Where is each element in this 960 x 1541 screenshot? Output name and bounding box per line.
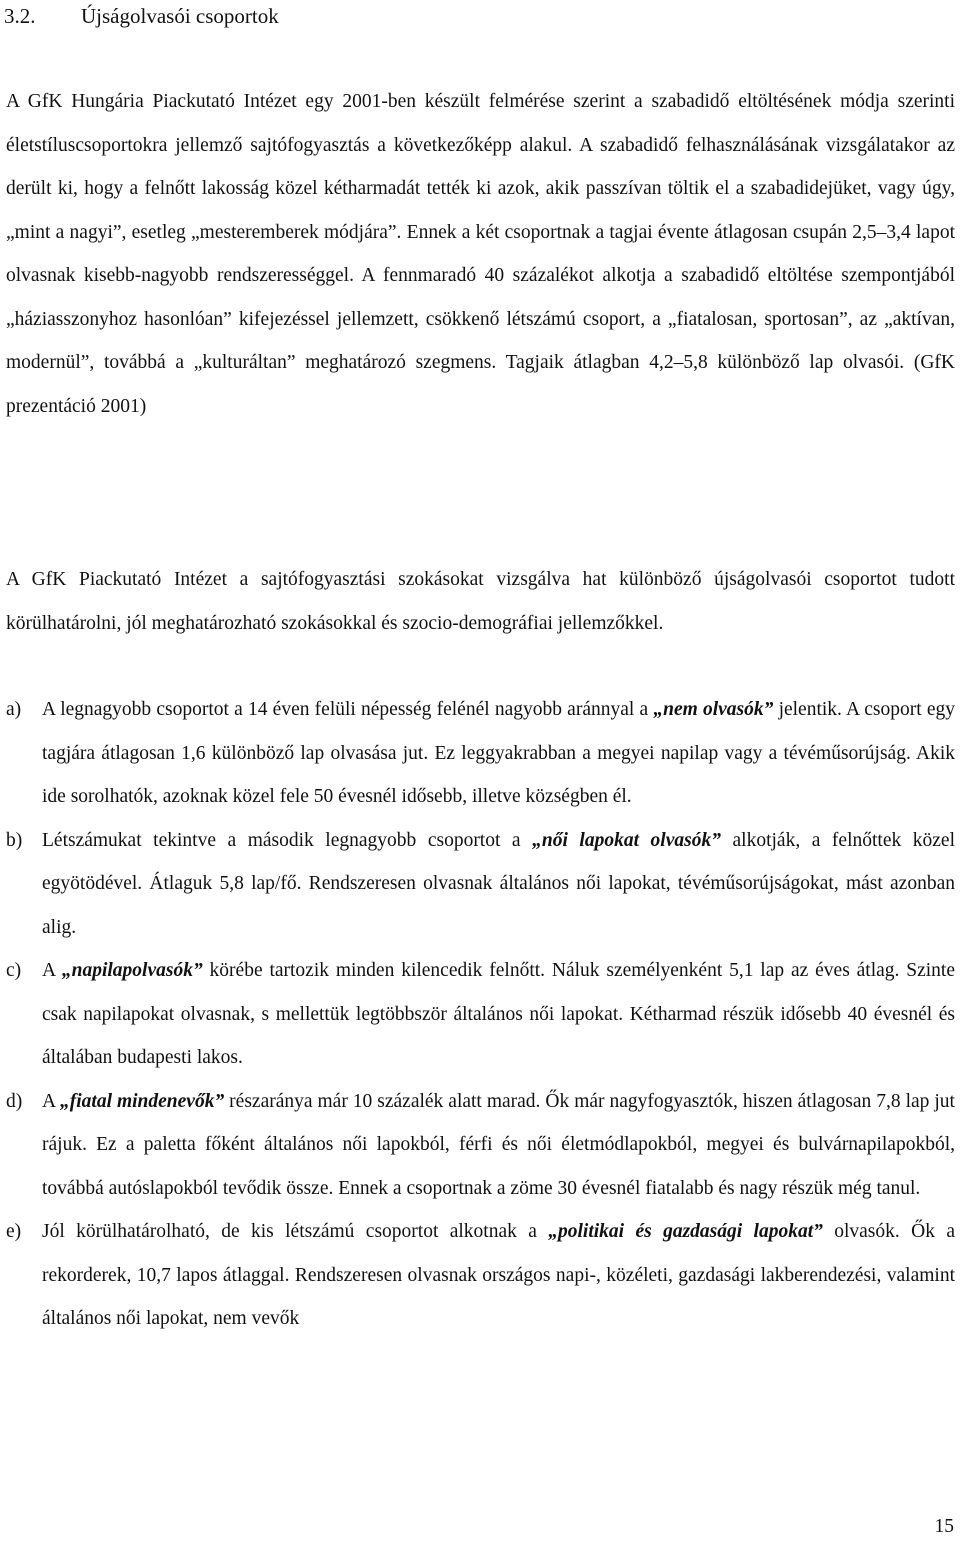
list-item-text: olvasók. Ők a rekorderek, 10,7 lapos átlaggal. Rendszeresen olvasnak országos napi-, közéleti, gazdasági lakberendezési, valamint általános női lapokat, nem vevők — [42, 1221, 955, 1329]
list-item-text: alkotják, a felnőttek közel egyötödével. Átlaguk 5,8 lap/fő. Rendszeresen olvasnak általános női lapokat, tévéműsorújságokat, mást azonban alig. — [42, 829, 955, 938]
list-item — [6, 688, 955, 819]
list-item — [6, 949, 955, 1080]
list-item-emphasis: „nem olvasók” — [653, 699, 774, 720]
list-item-emphasis: „politikai és gazdasági lapokat” — [548, 1221, 823, 1242]
paragraph-gfk-survey: A GfK Hungária Piackutató Intézet egy 2001-ben készült felmérése szerint a szabadidő eltöltésének módja szerinti életstíluscsoportokra jellemző sajtófogyasztás a következőképp alakul. A szabadidő felhasználásának vizsgálatakor az derült ki, hogy a felnőtt lakosság közel kétharmadát tették ki azok, akik passzívan töltik el a szabadidejüket, vagy úgy, „mint a nagyi”, esetleg „mesteremberek módjára”. Ennek a két csoportnak a tagjai évente átlagosan csupán 2,5–3,4 lapot olvasnak kisebb-nagyobb rendszerességgel. A fennmaradó 40 százalékot alkotja a szabadidő eltöltése szempontjából „háziasszonyhoz hasonlóan” kifejezéssel jellemzett, csökkenő létszámú csoport, a „fiatalosan, sportosan”, az „aktívan, modernül”, továbbá a „kulturáltan” meghatározó szegmens. Tagjaik átlagban 4,2–5,8 különböző lap olvasói. (GfK prezentáció 2001) — [6, 91, 955, 417]
list-item-text: A — [42, 960, 62, 981]
list-item-text: Jól körülhatárolható, de kis létszámú csoportot alkotnak a — [42, 1221, 549, 1242]
list-item-text: körébe tartozik minden kilencedik felnőtt. Náluk személyenként 5,1 lap az éves átlag. Szinte csak napilapokat olvasnak, s mellettük legtöbbször általános női lapokat. Kétharmad részük idősebb 40 évesnél és általában budapesti lakos. — [42, 960, 955, 1068]
list-item-emphasis: „női lapokat olvasók” — [532, 829, 721, 851]
section-number: 3.2. — [4, 4, 36, 28]
list-marker: e) — [6, 1221, 22, 1242]
list-item-text: jelentik. A csoport egy tagjára átlagosan 1,6 különböző lap olvasása jut. Ez leggyakrabban a megyei napilap vagy a tévéműsorújság. Akik ide sorolhatók, azoknak közel fele 50 évesnél idősebb, illetve községben él. — [42, 699, 955, 807]
list-marker: b) — [6, 829, 23, 851]
list-item-emphasis: „fiatal mindenevők” — [59, 1090, 225, 1112]
section-heading — [4, 2, 279, 30]
list-marker: c) — [6, 960, 22, 981]
list-marker: d) — [6, 1090, 23, 1112]
reader-groups-list — [6, 688, 955, 1341]
list-item — [6, 819, 955, 950]
list-item-text: A legnagyobb csoportot a 14 éven felüli népesség felénél nagyobb aránnyal a — [42, 699, 654, 720]
page-number: 15 — [934, 1516, 954, 1537]
list-item — [6, 1080, 955, 1211]
paragraph-reader-groups-intro: A GfK Piackutató Intézet a sajtófogyasztási szokásokat vizsgálva hat különböző újságolvasói csoportot tudott körülhatárolni, jól meghatározható szokásokkal és szocio-demográfiai jellemzőkkel. — [6, 569, 955, 634]
list-item-text: részaránya már 10 százalék alatt marad. Ők már nagyfogyasztók, hiszen átlagosan 7,8 lap jut rájuk. Ez a paletta főként általános női lapokból, férfi és női életmódlapokból, megyei és bulvárnapilapokból, továbbá autóslapokból tevődik össze. Ennek a csoportnak a zöme 30 évesnél fiatalabb és nagy részük még tanul. — [42, 1090, 955, 1199]
list-marker: a) — [6, 699, 22, 720]
section-title: Újságolvasói csoportok — [81, 4, 279, 28]
list-item-emphasis: „napilapolvasók” — [61, 960, 203, 981]
list-item-text: Létszámukat tekintve a második legnagyobb csoportot a — [42, 829, 533, 851]
list-item — [6, 1210, 955, 1341]
list-item-text: A — [42, 1090, 60, 1112]
